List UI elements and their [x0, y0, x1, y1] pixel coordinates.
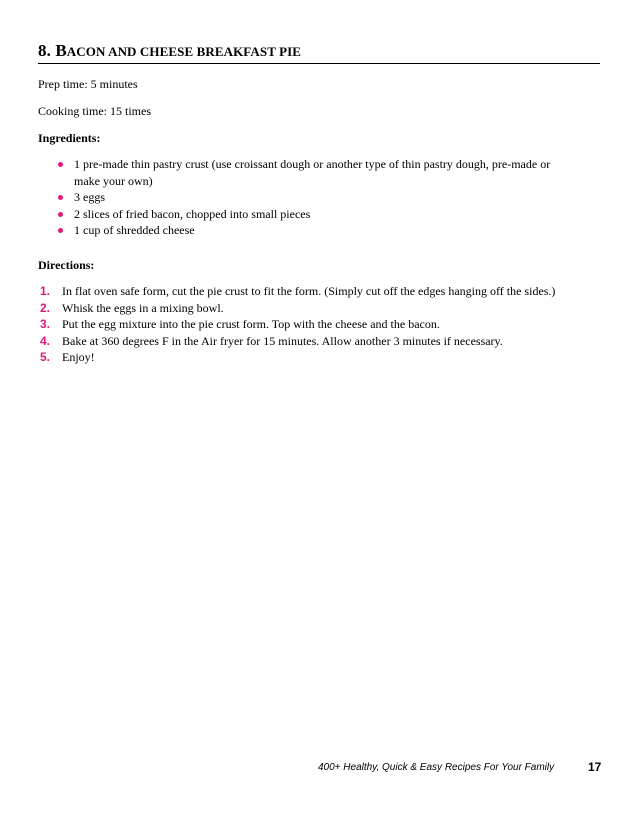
bullet-icon	[58, 228, 63, 233]
ingredient-text: 2 slices of fried bacon, chopped into small pieces	[74, 206, 311, 221]
step-number: 1.	[40, 284, 51, 298]
ingredients-list	[56, 156, 586, 239]
step-number: 3.	[40, 317, 51, 331]
prep-time: Prep time: 5 minutes	[38, 77, 138, 91]
ingredient-item	[56, 189, 586, 206]
cooking-time: Cooking time: 15 times	[38, 104, 151, 118]
ingredient-item	[56, 222, 586, 239]
recipe-title-initial: B	[55, 41, 67, 60]
step-text: Bake at 360 degrees F in the Air fryer for 15 minutes. Allow another 3 minutes if necessary.	[62, 333, 503, 348]
step-number: 2.	[40, 300, 51, 315]
title-underline	[38, 63, 600, 64]
directions-heading: Directions:	[38, 258, 95, 272]
ingredients-heading: Ingredients:	[38, 131, 101, 145]
ingredient-text: 1 pre-made thin pastry crust (use croissant dough or another type of thin pastry dough, pre-made or make your own)	[74, 157, 551, 188]
recipe-title-rest: ACON AND CHEESE BREAKFAST PIE	[66, 44, 302, 59]
step-text: Put the egg mixture into the pie crust form. Top with the cheese and the bacon.	[62, 317, 440, 331]
direction-step	[38, 316, 598, 333]
step-text: Enjoy!	[62, 350, 95, 364]
ingredient-text: 3 eggs	[74, 190, 105, 204]
direction-step	[38, 349, 598, 366]
bullet-icon	[58, 195, 63, 200]
direction-step	[38, 283, 598, 300]
directions-list	[38, 283, 598, 366]
ingredient-text: 1 cup of shredded cheese	[74, 223, 195, 237]
step-text: Whisk the eggs in a mixing bowl.	[62, 300, 224, 315]
bullet-icon	[58, 212, 63, 217]
direction-step	[38, 300, 598, 317]
recipe-title	[38, 40, 600, 63]
recipe-title-number: 8.	[38, 41, 56, 60]
step-text: In flat oven safe form, cut the pie crust to fit the form. (Simply cut off the edges hanging off the sides.)	[62, 284, 556, 298]
footer-book-title: 400+ Healthy, Quick & Easy Recipes For Your Family	[318, 762, 555, 773]
step-number: 4.	[40, 333, 51, 348]
direction-step	[38, 333, 598, 350]
bullet-icon	[58, 162, 63, 167]
page-number: 17	[588, 760, 602, 774]
step-number: 5.	[40, 350, 51, 364]
ingredient-item	[56, 206, 586, 223]
ingredient-item	[56, 156, 579, 189]
